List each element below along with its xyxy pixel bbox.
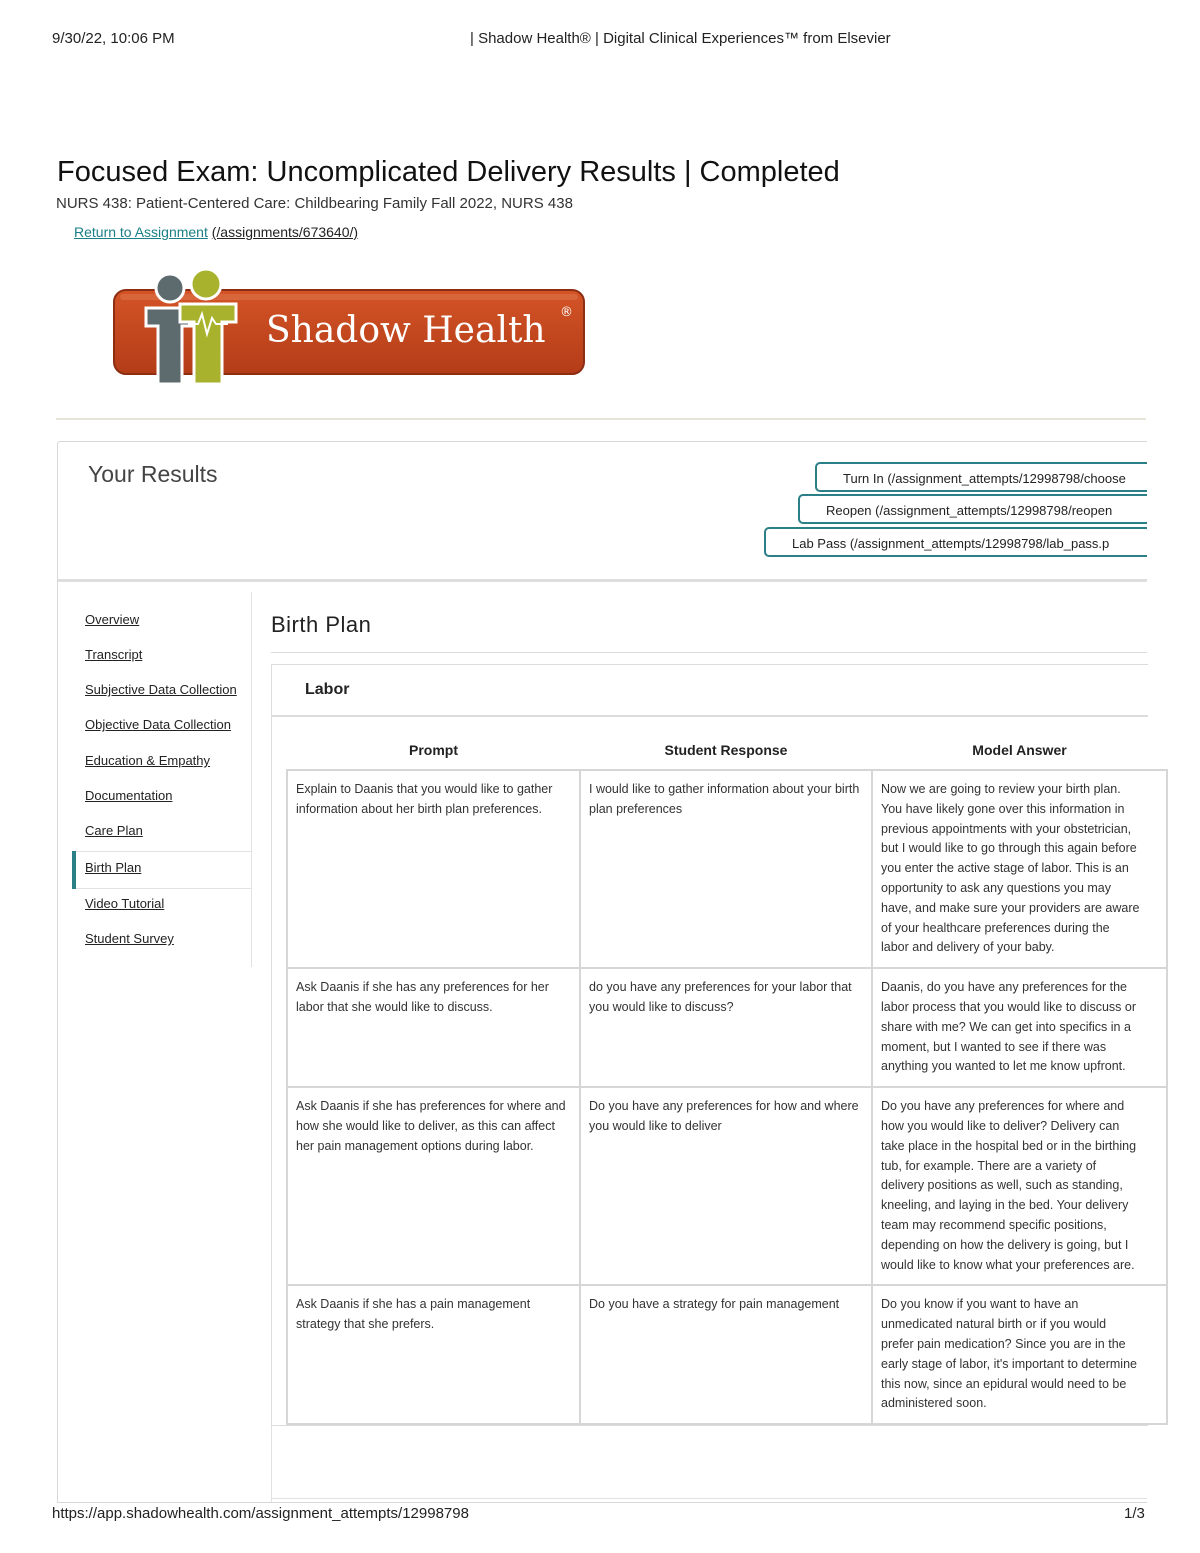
- table-header-row: [287, 731, 1167, 770]
- column-header-prompt: Prompt: [409, 742, 458, 758]
- model-answer-line: early stage of labor, it's important to determine: [881, 1356, 1137, 1371]
- model-answer-cell: [872, 1285, 1167, 1424]
- panel-bottom-rule: [271, 1498, 1147, 1499]
- model-answer-line: this now, since an epidural would need to be: [881, 1376, 1127, 1391]
- prompt-cell: Ask Daanis if she has preferences for where and how she would like to deliver, as this can affect her pain management options during labor.: [287, 1087, 580, 1285]
- sidebar-item-subjective-data-collection[interactable]: Subjective Data Collection: [85, 682, 237, 697]
- table-row: [287, 1087, 1167, 1285]
- model-answer-line: Now we are going to review your birth plan.: [881, 782, 1121, 796]
- model-answer-line: team may recommend specific positions,: [881, 1217, 1107, 1232]
- print-footer-page-number: 1/3: [1124, 1505, 1145, 1522]
- prompt-cell: Ask Daanis if she has a pain management strategy that she prefers.: [287, 1285, 580, 1424]
- model-answer-line: You have likely gone over this information in: [881, 801, 1125, 816]
- column-header-model-answer: Model Answer: [972, 742, 1067, 758]
- model-answer-line: moment, but I wanted to see if there was: [881, 1039, 1107, 1054]
- model-answer-cell: [872, 1087, 1167, 1285]
- model-answer-line: but I would like to go through this again before: [881, 841, 1137, 856]
- page-title: Focused Exam: Uncomplicated Delivery Results | Completed: [57, 156, 840, 188]
- results-table: [286, 731, 1168, 1425]
- print-footer-url: https://app.shadowhealth.com/assignment_attempts/12998798: [52, 1505, 469, 1522]
- return-link-label[interactable]: Return to Assignment: [74, 224, 208, 240]
- model-answer-line: labor and delivery of your baby.: [881, 940, 1055, 955]
- sidebar-item-care-plan[interactable]: Care Plan: [85, 823, 143, 838]
- model-answer-line: anything you wanted to let me know upfront.: [881, 1059, 1126, 1074]
- logo-divider: [56, 418, 1146, 420]
- course-name: NURS 438: Patient-Centered Care: Childbearing Family Fall 2022, NURS 438: [56, 195, 573, 212]
- results-header: [58, 442, 1147, 582]
- lab-pass-button[interactable]: Lab Pass (/assignment_attempts/12998798/lab_pass.p: [764, 527, 1147, 557]
- panel-header: [272, 665, 1148, 717]
- model-answer-cell: [872, 968, 1167, 1087]
- model-answer-line: labor process that you would like to discuss or: [881, 999, 1136, 1014]
- shadow-health-logo: [110, 266, 588, 394]
- table-row: [287, 1285, 1167, 1424]
- results-container: [57, 441, 1147, 1503]
- logo-text: Shadow Health: [266, 310, 546, 351]
- model-answer-line: unmedicated natural birth or if you would: [881, 1317, 1107, 1332]
- model-answer-line: how you would like to deliver? Delivery can: [881, 1118, 1120, 1133]
- table-row: [287, 770, 1167, 968]
- model-answer-line: delivery positions as well, such as standing,: [881, 1178, 1123, 1193]
- print-header-title: | Shadow Health® | Digital Clinical Experiences™ from Elsevier: [470, 30, 891, 47]
- reopen-button[interactable]: Reopen (/assignment_attempts/12998798/reopen: [798, 494, 1147, 524]
- sidebar-item-transcript[interactable]: Transcript: [85, 647, 143, 662]
- results-title: Your Results: [88, 461, 218, 487]
- section-rule: [271, 652, 1147, 653]
- sidebar-item-objective-data-collection[interactable]: Objective Data Collection: [85, 717, 231, 732]
- model-answer-line: opportunity to ask any questions you may: [881, 880, 1111, 895]
- logo-registered-mark: ®: [560, 305, 573, 320]
- panel-title: Labor: [305, 681, 350, 698]
- sidebar-item-birth-plan[interactable]: Birth Plan: [85, 860, 142, 875]
- model-answer-line: previous appointments with your obstetrician,: [881, 821, 1132, 836]
- model-answer-line: share with me? We can get into specifics in a: [881, 1019, 1131, 1034]
- column-header-student-response: Student Response: [664, 742, 788, 758]
- table-row: [287, 968, 1167, 1087]
- model-answer-line: have, and make sure your providers are aware: [881, 900, 1140, 915]
- model-answer-line: tub, for example. There are a variety of: [881, 1158, 1097, 1173]
- sidebar-item-education-empathy[interactable]: Education & Empathy: [85, 753, 211, 768]
- sidebar-item-student-survey[interactable]: Student Survey: [85, 931, 174, 946]
- student-response-cell: do you have any preferences for your labor that you would like to discuss?: [580, 968, 872, 1087]
- sidebar-item-documentation[interactable]: Documentation: [85, 788, 173, 803]
- print-header-date: 9/30/22, 10:06 PM: [52, 30, 175, 47]
- model-answer-cell: [872, 770, 1167, 968]
- student-response-cell: Do you have any preferences for how and where you would like to deliver: [580, 1087, 872, 1285]
- sidebar-item-video-tutorial[interactable]: Video Tutorial: [85, 896, 165, 911]
- model-answer-line: Do you have any preferences for where and: [881, 1099, 1125, 1114]
- model-answer-line: of your healthcare preferences during the: [881, 920, 1110, 935]
- model-answer-line: administered soon.: [881, 1396, 987, 1411]
- turn-in-button[interactable]: Turn In (/assignment_attempts/12998798/choose: [815, 462, 1147, 492]
- student-response-cell: Do you have a strategy for pain management: [580, 1285, 872, 1424]
- section-title: Birth Plan: [271, 612, 372, 637]
- return-link-href: (/assignments/673640/): [211, 224, 359, 240]
- sidebar-nav: [58, 592, 252, 967]
- model-answer-line: depending on how the delivery is going, but I: [881, 1237, 1129, 1252]
- sidebar-active-indicator: [72, 851, 76, 889]
- model-answer-line: take place in the hospital bed or in the birthing: [881, 1138, 1137, 1153]
- model-answer-line: you enter the active stage of labor. This is an: [881, 861, 1129, 876]
- model-answer-line: Daanis, do you have any preferences for the: [881, 980, 1127, 995]
- prompt-cell: Ask Daanis if she has any preferences for her labor that she would like to discuss.: [287, 968, 580, 1087]
- model-answer-line: Do you know if you want to have an: [881, 1297, 1079, 1312]
- sidebar-item-overview[interactable]: Overview: [85, 612, 140, 627]
- model-answer-line: kneeling, and laying in the bed. Your delivery: [881, 1198, 1129, 1213]
- model-answer-line: prefer pain medication? Since you are in the: [881, 1336, 1126, 1351]
- student-response-cell: I would like to gather information about your birth plan preferences: [580, 770, 872, 968]
- model-answer-line: would like to know what your preferences are.: [881, 1257, 1135, 1272]
- labor-panel: [271, 664, 1148, 1426]
- prompt-cell: Explain to Daanis that you would like to gather information about her birth plan preferences.: [287, 770, 580, 968]
- return-to-assignment-link[interactable]: [74, 224, 358, 240]
